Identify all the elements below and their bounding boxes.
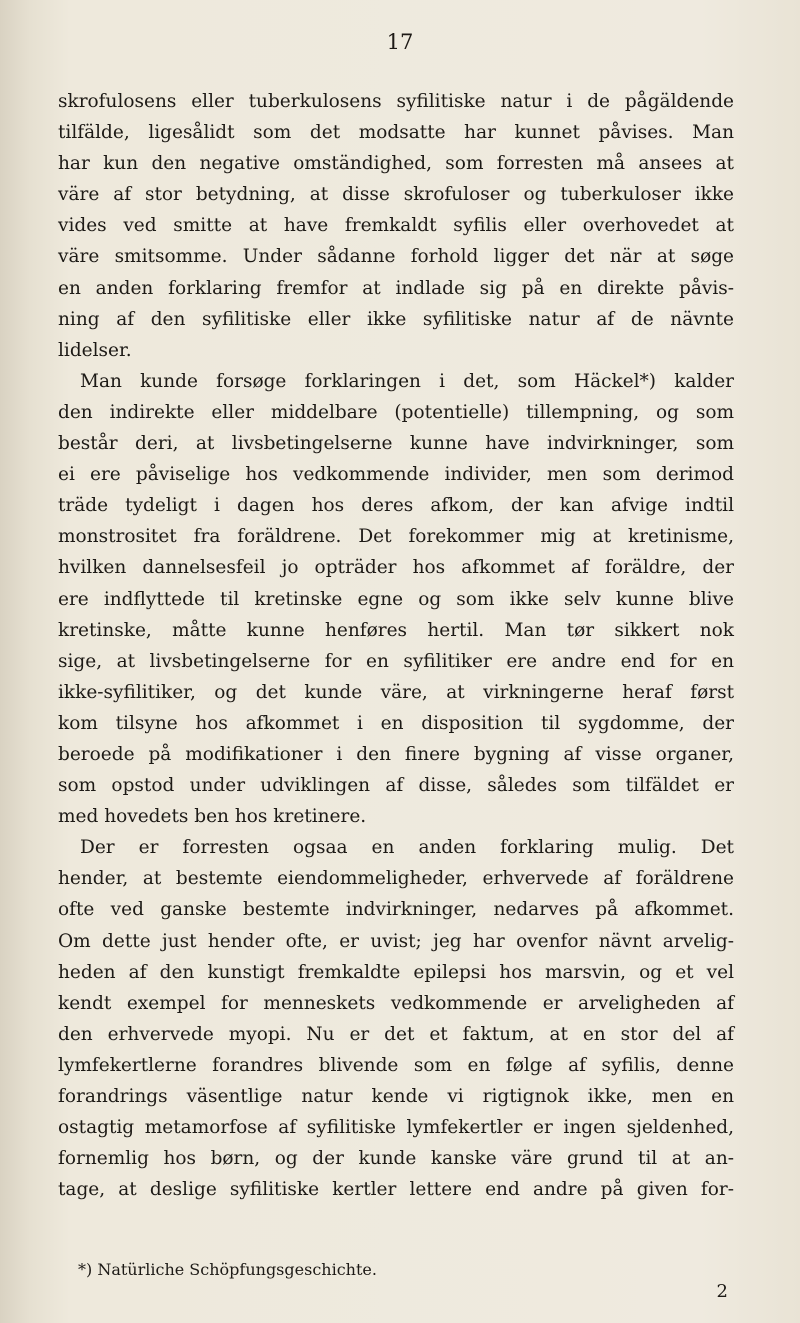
text-line: hender, at bestemte eiendommeligheder, erhvervede af foräldrene <box>58 868 734 890</box>
text-line: tilfälde, ligesålidt som det modsatte har kunnet påvises. Man <box>58 122 734 144</box>
text-line: monstrositet fra foräldrene. Det forekommer mig at kretinisme, <box>58 526 734 548</box>
text-line: ning af den syfilitiske eller ikke syfilitiske natur af de nävnte <box>58 308 734 330</box>
text-line: med hovedets ben hos kretinere. <box>58 806 367 828</box>
text-line: sige, at livsbetingelserne for en syfilitiker ere andre end for en <box>58 650 734 672</box>
text-line: hvilken dannelsesfeil jo opträder hos afkommet af foräldre, der <box>58 557 734 579</box>
text-line: den erhvervede myopi. Nu er det et faktum, at en stor del af <box>58 1023 734 1045</box>
text-line: ofte ved ganske bestemte indvirkninger, nedarves på afkommet. <box>58 899 734 921</box>
text-line: tage, at deslige syfilitiske kertler lettere end andre på given for- <box>58 1179 734 1201</box>
signature-mark: 2 <box>716 1281 728 1302</box>
text-line: väre af stor betydning, at disse skrofuloser og tuberkuloser ikke <box>58 184 734 206</box>
text-line: den indirekte eller middelbare (potentielle) tillempning, og som <box>58 401 734 423</box>
text-line: har kun den negative omständighed, som forresten må ansees at <box>58 153 734 175</box>
text-line: kendt exempel for menneskets vedkommende er arveligheden af <box>58 992 734 1014</box>
text-line: ei ere påviselige hos vedkommende individer, men som derimod <box>58 464 734 486</box>
text-line: väre smitsomme. Under sådanne forhold ligger det när at søge <box>58 246 734 268</box>
text-line: kom tilsyne hos afkommet i en disposition til sygdomme, der <box>58 712 734 734</box>
page-number: 17 <box>386 30 414 54</box>
text-line: beroede på modifikationer i den finere bygning af visse organer, <box>58 743 734 765</box>
footnote: *) Natürliche Schöpfungsgeschichte. <box>78 1260 377 1279</box>
text-line: forandrings väsentlige natur kende vi rigtignok ikke, men en <box>58 1086 734 1107</box>
text-line: ere indflyttede til kretinske egne og som ikke selv kunne blive <box>58 588 734 610</box>
text-line: ikke-syfilitiker, og det kunde väre, at virkningerne heraf først <box>58 681 734 703</box>
text-line: Man kunde forsøge forklaringen i det, som Häckel*) kalder <box>80 370 734 392</box>
text-line: ostagtig metamorfose af syfilitiske lymfekertler er ingen sjeldenhed, <box>58 1117 734 1139</box>
text-line: vides ved smitte at have fremkaldt syfilis eller overhovedet at <box>58 215 734 237</box>
text-line: heden af den kunstigt fremkaldte epilepsi hos marsvin, og et vel <box>58 961 734 983</box>
text-line: lymfekertlerne forandres blivende som en følge af syfilis, denne <box>58 1054 734 1076</box>
text-line: som opstod under udviklingen af disse, således som tilfäldet er <box>58 775 734 797</box>
text-line: träde tydeligt i dagen hos deres afkom, der kan afvige indtil <box>58 495 734 517</box>
text-line: består deri, at livsbetingelserne kunne have indvirkninger, som <box>58 433 734 455</box>
text-line: lidelser. <box>58 339 132 361</box>
text-line: skrofulosens eller tuberkulosens syfilitiske natur i de pågäldende <box>58 91 734 112</box>
text-line: Der er forresten ogsaa en anden forklaring mulig. Det <box>80 837 734 859</box>
text-line: en anden forklaring fremfor at indlade sig på en direkte påvis- <box>58 277 734 299</box>
body-text <box>58 86 734 1205</box>
text-line: fornemlig hos børn, og der kunde kanske väre grund til at an- <box>58 1148 734 1170</box>
text-line: Om dette just hender ofte, er uvist; jeg har ovenfor nävnt arvelig- <box>58 930 734 952</box>
text-line: kretinske, måtte kunne henføres hertil. Man tør sikkert nok <box>58 619 734 641</box>
